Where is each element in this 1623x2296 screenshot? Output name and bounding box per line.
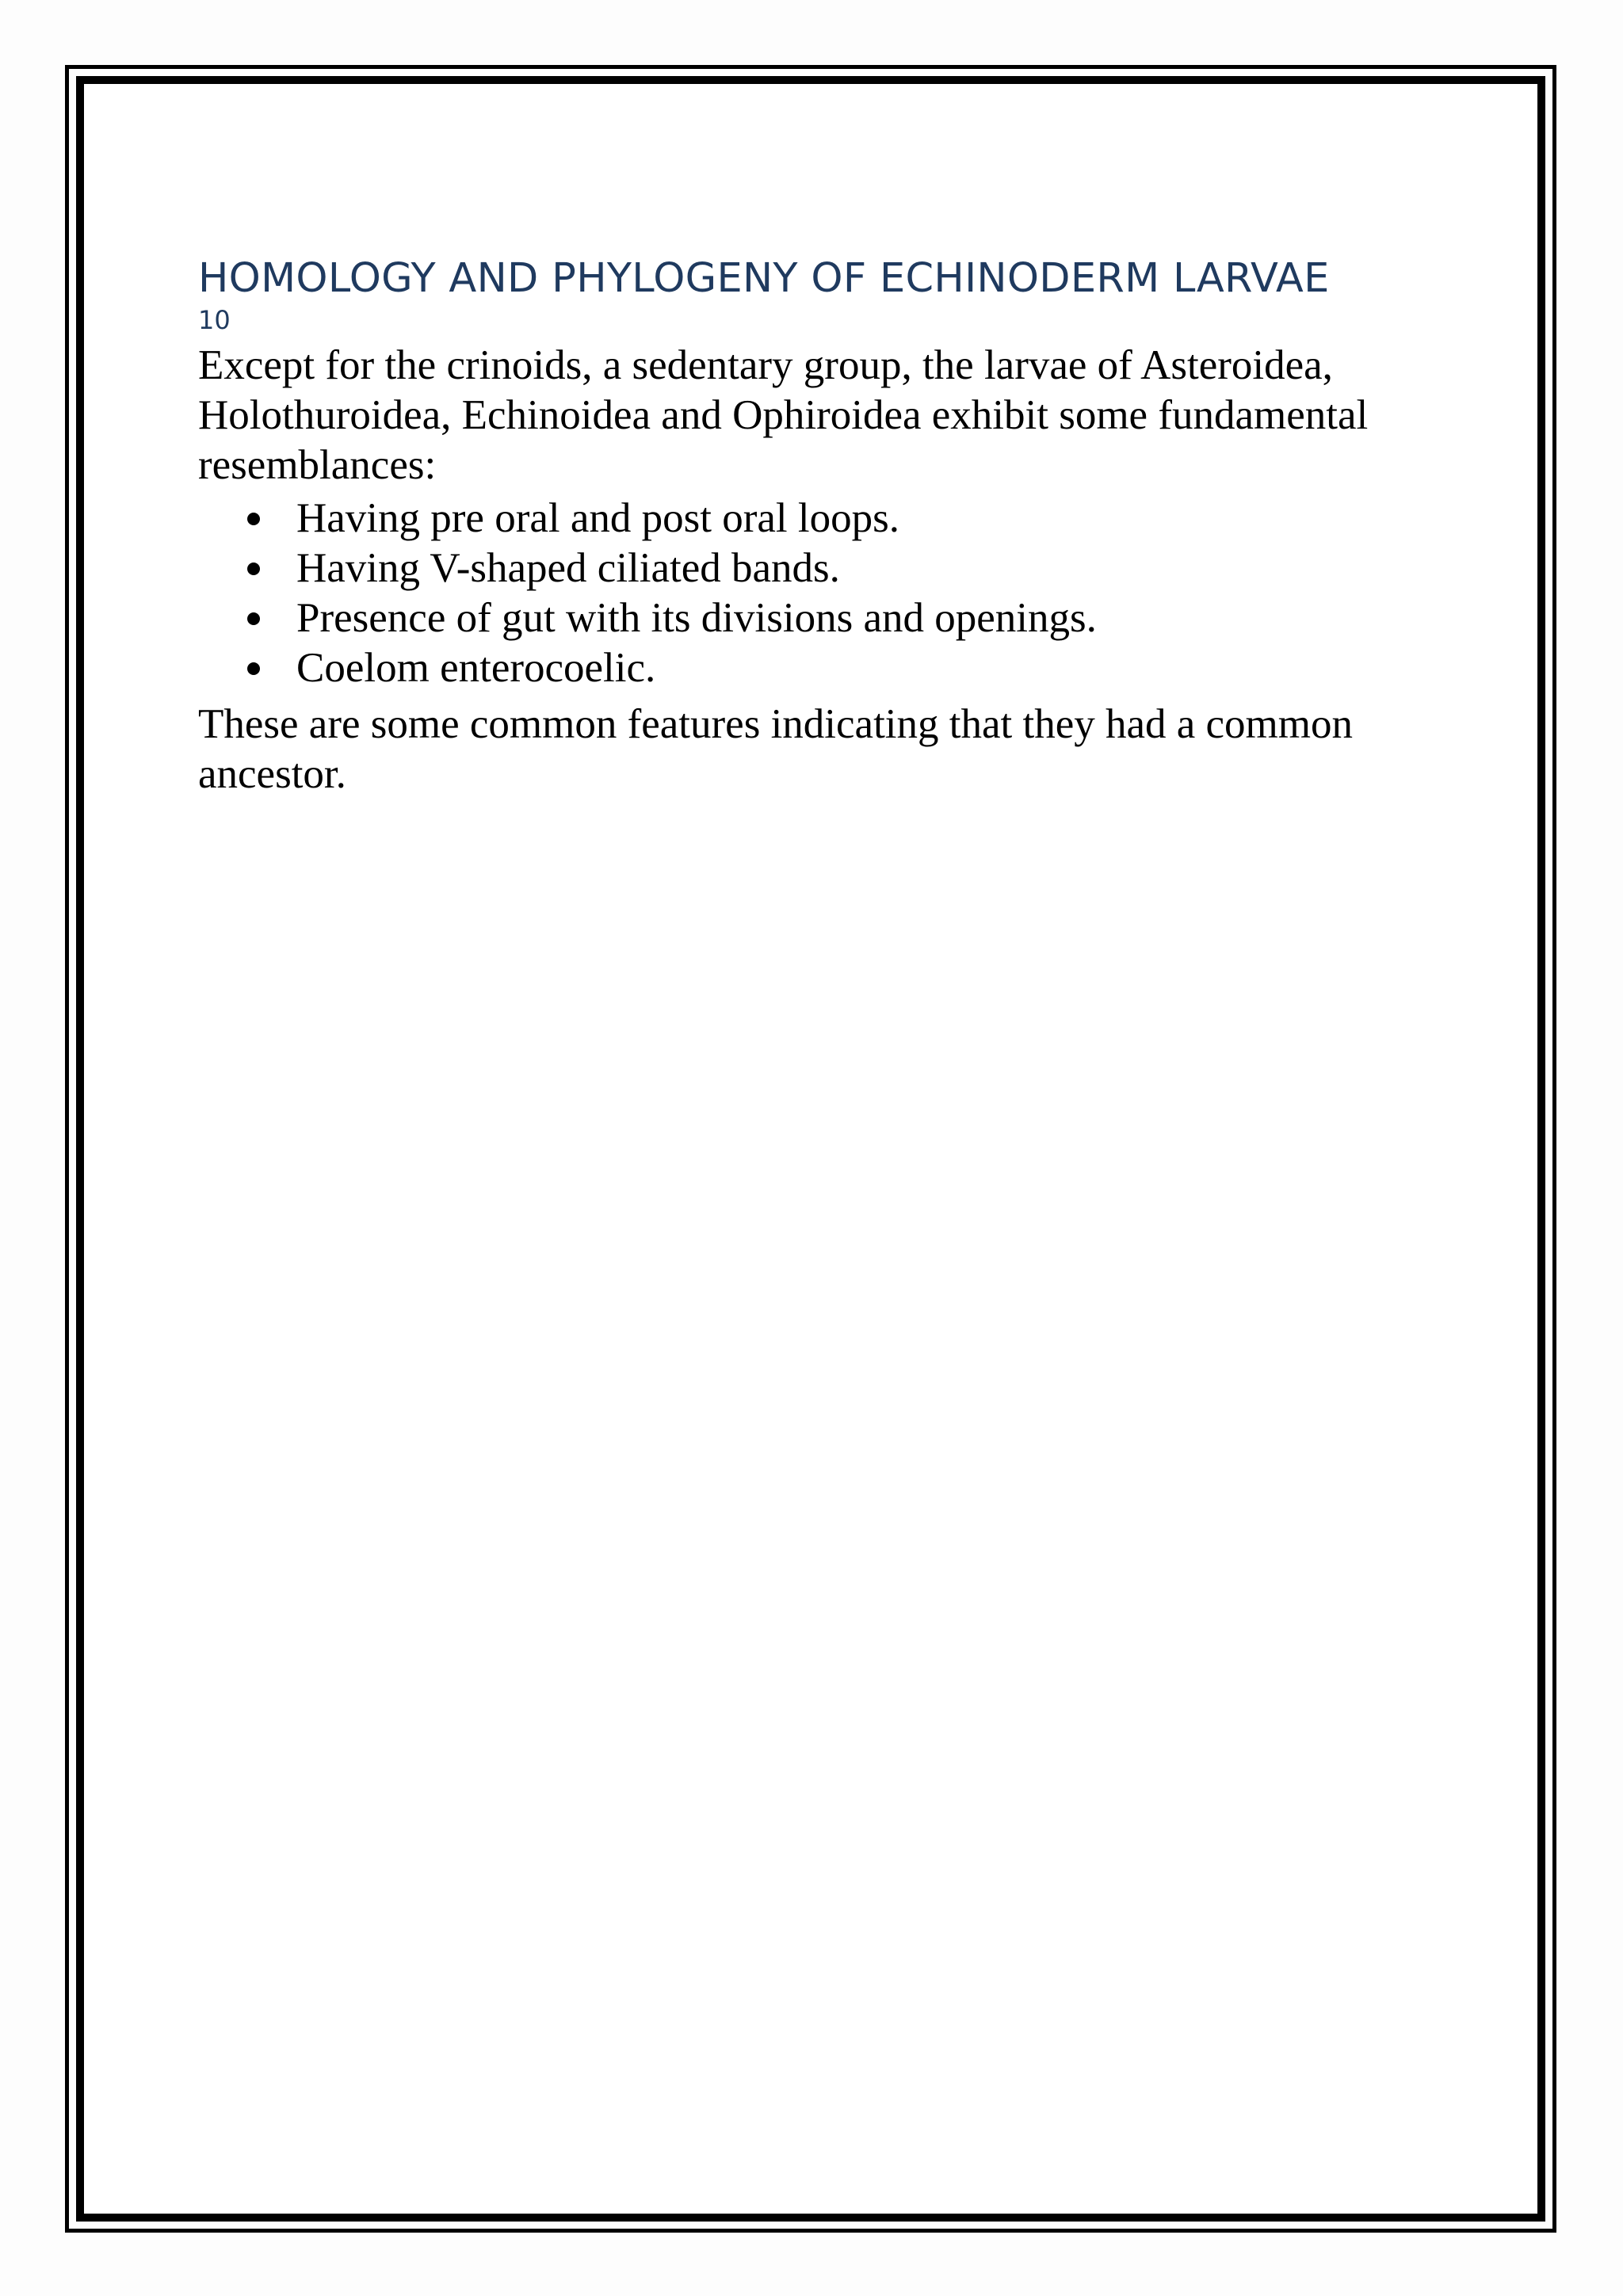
- list-item-text: Having V-shaped ciliated bands.: [296, 545, 840, 591]
- list-item-text: Presence of gut with its divisions and openings.: [296, 595, 1097, 641]
- conclusion-paragraph: These are some common features indicating that they had a common ancestor.: [198, 701, 1354, 797]
- bullet-icon: [247, 662, 260, 675]
- list-item: [198, 494, 1434, 543]
- intro-paragraph: Except for the crinoids, a sedentary group, the larvae of Asteroidea, Holothuroidea, Echinoidea and Ophiroidea exhibit some fundamental resemblances:: [198, 342, 1369, 488]
- bullet-icon: [247, 563, 260, 575]
- bullet-icon: [247, 612, 260, 625]
- page-content: [198, 254, 1434, 799]
- list-item: [198, 643, 1434, 693]
- page-number: 10: [198, 305, 231, 335]
- list-item-text: Having pre oral and post oral loops.: [296, 495, 899, 541]
- list-item: [198, 543, 1434, 593]
- section-heading: HOMOLOGY AND PHYLOGENY OF ECHINODERM LARVAE: [198, 255, 1330, 302]
- list-item-text: Coelom enterocoelic.: [296, 645, 656, 691]
- resemblance-list: [198, 494, 1434, 693]
- list-item: [198, 593, 1434, 643]
- bullet-icon: [247, 513, 260, 525]
